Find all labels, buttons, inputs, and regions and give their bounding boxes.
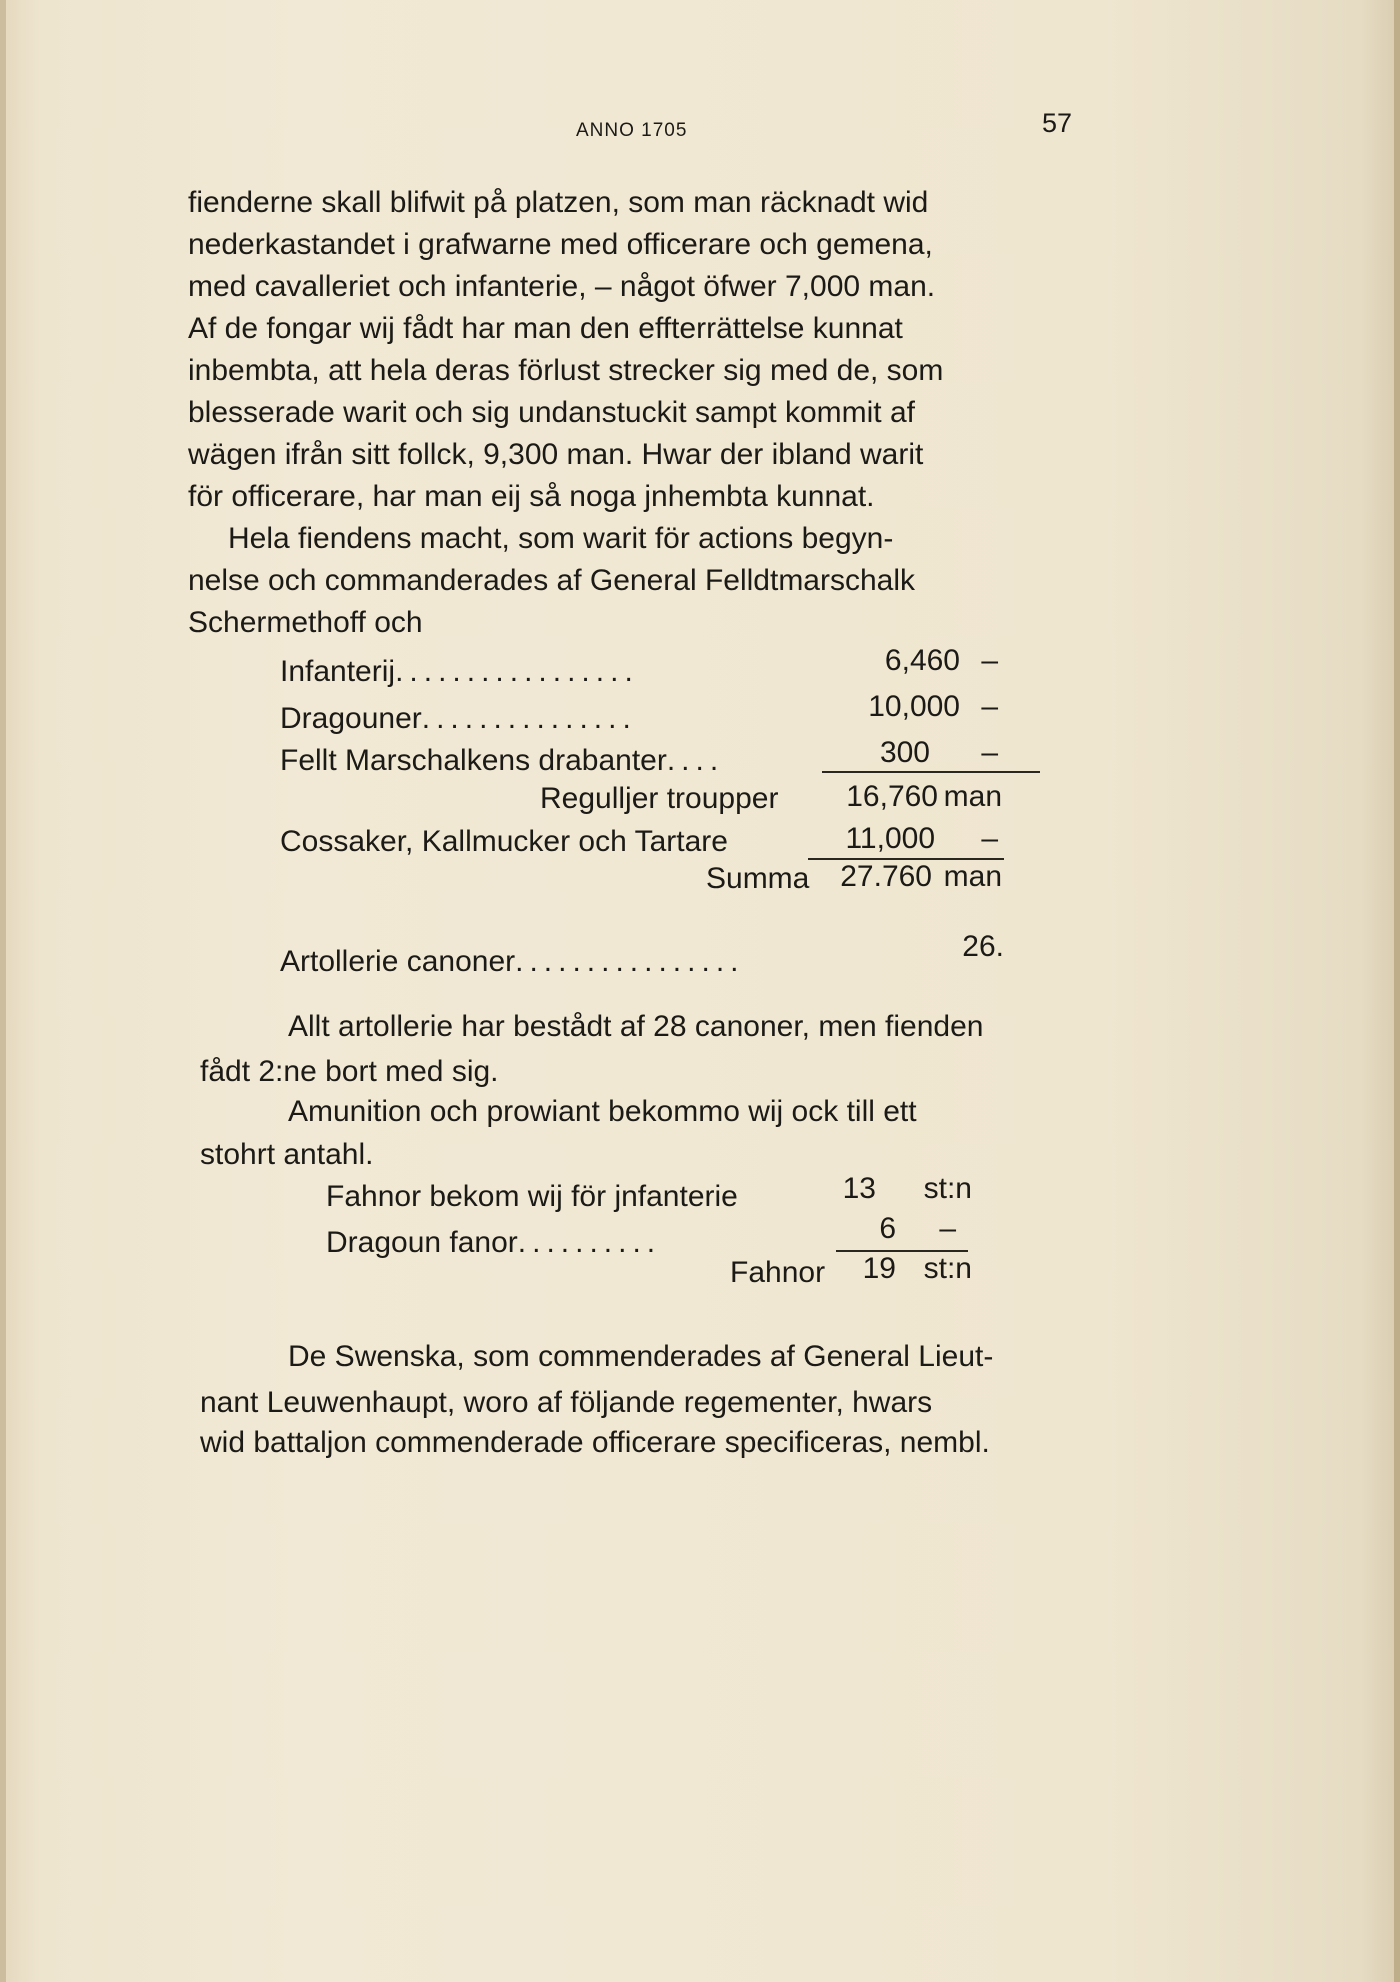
sum-rule [822, 771, 1040, 773]
irregulars-label: Cossaker, Kallmucker och Tartare [280, 825, 728, 858]
flags-row-infantry [326, 1180, 738, 1214]
row-label: Dragoun fanor [326, 1226, 518, 1259]
flags-value: 13 [842, 1172, 876, 1205]
row-unit: – [981, 690, 998, 723]
text-line: för officerare, har man eij så noga jnhembta kunnat. [188, 480, 875, 513]
row-value: 10,000 [868, 690, 960, 723]
irregulars-unit: – [981, 822, 998, 855]
text-line: Schermethoff och [188, 606, 423, 639]
row-label: Infanterij [280, 655, 396, 688]
text-line: Af de fongar wij fådt har man den effterrättelse kunnat [188, 312, 903, 345]
leader-dots: .... [666, 744, 725, 777]
leader-dots: ................. [395, 655, 639, 688]
artillery-value: 26. [962, 930, 1004, 963]
irregulars-value: 11,000 [845, 822, 935, 855]
total-value: 27.760 [840, 860, 932, 893]
forces-row-infantry [280, 655, 639, 689]
text-line: fienderne skall blifwit på platzen, som man räcknadt wid [188, 186, 929, 219]
subtotal-label: Regulljer troupper [540, 782, 779, 815]
leader-dots: .......... [517, 1226, 662, 1259]
row-label: Dragouner [280, 702, 422, 735]
text-line: Hela fiendens macht, som warit för actions begyn- [228, 522, 894, 555]
row-label: Fellt Marschalkens drabanter [280, 744, 667, 777]
page-number: 57 [1042, 108, 1073, 138]
row-label: Fahnor bekom wij för jnfanterie [326, 1180, 738, 1213]
artillery-row [280, 945, 744, 979]
subtotal-value: 16,760 [846, 780, 938, 813]
text-line: fådt 2:ne bort med sig. [200, 1055, 499, 1088]
forces-row-drabanter [280, 744, 724, 778]
text-line: nelse och commanderades af General Felldtmarschalk [188, 564, 916, 597]
text-line: med cavalleriet och infanterie, – något öfwer 7,000 man. [188, 270, 936, 303]
page-left-edge [0, 0, 6, 1982]
flags-total-value: 19 [862, 1252, 896, 1285]
row-value: 300 [879, 736, 930, 769]
page-right-edge [1394, 0, 1400, 1982]
flags-total-unit: st:n [923, 1252, 972, 1285]
flags-unit: st:n [923, 1172, 972, 1205]
total-label: Summa [706, 862, 810, 895]
flags-value: 6 [879, 1212, 896, 1245]
text-line: wid battaljon commenderade officerare specificeras, nembl. [200, 1426, 990, 1459]
total-unit: man [943, 860, 1002, 893]
text-line: De Swenska, som commenderades af General Lieut- [288, 1340, 994, 1373]
text-line: blesserade warit och sig undanstuckit sampt kommit af [188, 396, 915, 429]
flags-total-label: Fahnor [730, 1256, 826, 1289]
subtotal-unit: man [943, 780, 1002, 813]
row-value: 6,460 [884, 644, 960, 677]
text-line: Amunition och prowiant bekommo wij ock till ett [288, 1095, 917, 1128]
row-label: Artollerie canoner [280, 945, 516, 978]
text-line: wägen ifrån sitt follck, 9,300 man. Hwar der ibland warit [188, 438, 924, 471]
text-line: nant Leuwenhaupt, woro af följande regementer, hwars [200, 1386, 933, 1419]
row-unit: – [981, 736, 998, 769]
running-head: ANNO 1705 [576, 120, 688, 141]
text-line: inbembta, att hela deras förlust strecker sig med de, som [188, 354, 944, 387]
text-line: nederkastandet i grafwarne med officerare och gemena, [188, 228, 933, 261]
leader-dots: ............... [421, 702, 637, 735]
text-line: Allt artollerie har bestådt af 28 canoner, men fienden [288, 1010, 984, 1043]
flags-row-dragoons [326, 1226, 661, 1260]
leader-dots: ................ [515, 945, 745, 978]
flags-unit: – [939, 1212, 956, 1245]
forces-row-dragoons [280, 702, 637, 736]
text-line: stohrt antahl. [200, 1138, 374, 1171]
row-unit: – [981, 644, 998, 677]
